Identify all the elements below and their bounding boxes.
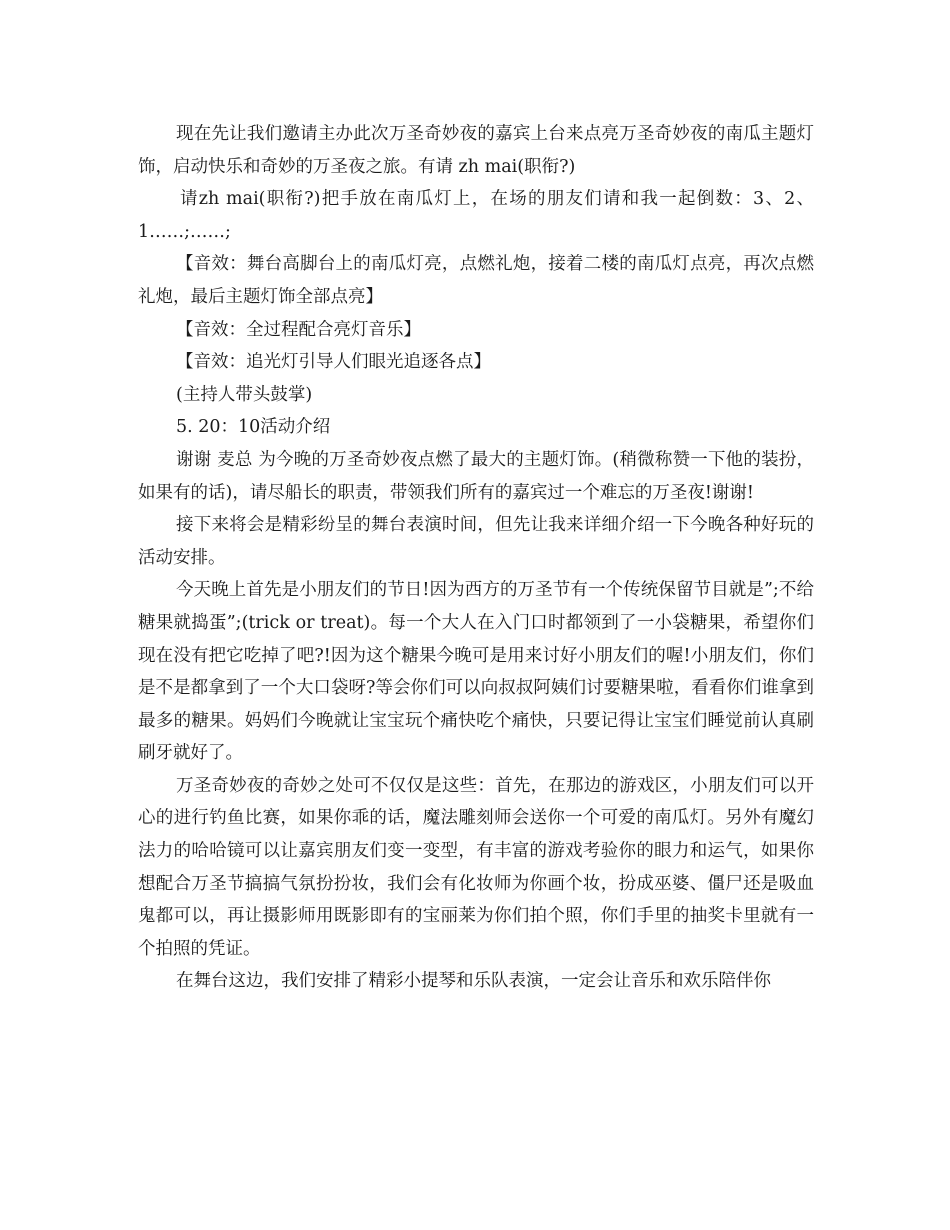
paragraph-sound-effect-spotlight: 【音效：追光灯引导人们眼光追逐各点】 [176, 352, 491, 373]
paragraph-invite-guest: 现在先让我们邀请主办此次万圣奇妙夜的嘉宾上台来点亮万圣奇妙夜的南瓜主题灯饰，启动快乐和奇妙的万圣夜之旅。有请 zh mai(职衔?) [138, 124, 814, 177]
paragraph-sound-effect-lights: 【音效：舞台高脚台上的南瓜灯亮，点燃礼炮，接着二楼的南瓜灯点亮，再次点燃礼炮，最后主题灯饰全部点亮】 [138, 254, 814, 307]
paragraph-trick-or-treat: 今天晚上首先是小朋友们的节日!因为西方的万圣节有一个传统保留节目就是”;不给糖果就捣蛋”;(trick or treat)。每一个大人在入门口时都领到了一小袋糖果，希望你们现在没有把它吃掉了吧?!因为这个糖果今晚可是用来讨好小朋友们的喔!小朋友们，你们是不是都拿到了一个大口袋呀?等会你们可以向叔叔阿姨们讨要糖果啦，看看你们谁拿到最多的糖果。妈妈们今晚就让宝宝玩个痛快吃个痛快，只要记得让宝宝们睡觉前认真刷刷牙就好了。 [138, 580, 814, 764]
document-body [138, 118, 814, 998]
paragraph-stage-intro: 接下来将会是精彩纷呈的舞台表演时间，但先让我来详细介绍一下今晚各种好玩的活动安排。 [138, 515, 814, 568]
paragraph-thanks: 谢谢 麦总 为今晚的万圣奇妙夜点燃了最大的主题灯饰。(稍微称赞一下他的装扮，如果有的话)，请尽船长的职责，带领我们所有的嘉宾过一个难忘的万圣夜!谢谢! [138, 449, 814, 503]
section-heading-activity-intro: 5. 20：10活动介绍 [176, 417, 331, 438]
paragraph-stage-performance: 在舞台这边，我们安排了精彩小提琴和乐队表演，一定会让音乐和欢乐陪伴你 [176, 971, 771, 992]
paragraph-sound-effect-music: 【音效：全过程配合亮灯音乐】 [176, 319, 421, 340]
paragraph-countdown: 请zh mai(职衔?)把手放在南瓜灯上，在场的朋友们请和我一起倒数：3、2、1……;……; [138, 189, 814, 242]
paragraph-host-applause: (主持人带头鼓掌) [176, 384, 313, 405]
paragraph-game-area: 万圣奇妙夜的奇妙之处可不仅仅是这些：首先，在那边的游戏区，小朋友们可以开心的进行钓鱼比赛，如果你乖的话，魔法雕刻师会送你一个可爱的南瓜灯。另外有魔幻法力的哈哈镜可以让嘉宾朋友们变一变型，有丰富的游戏考验你的眼力和运气，如果你想配合万圣节搞搞气氛扮扮妆，我们会有化妆师为你画个妆，扮成巫婆、僵尸还是吸血鬼都可以，再让摄影师用既影即有的宝丽莱为你们拍个照，你们手里的抽奖卡里就有一个拍照的凭证。 [138, 775, 814, 959]
